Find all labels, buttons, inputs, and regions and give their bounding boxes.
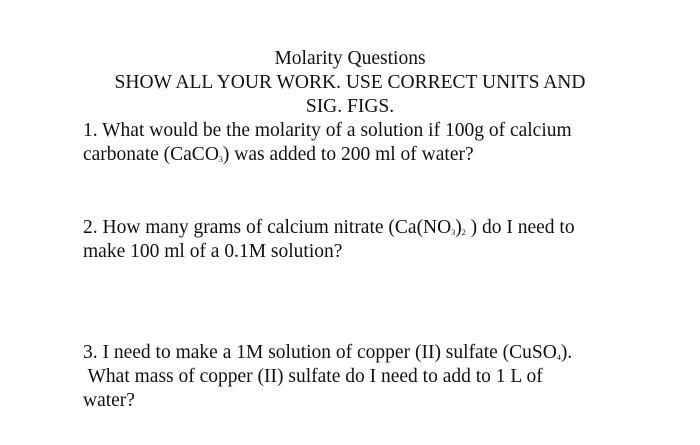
question-3-text-b: ). [560, 342, 573, 363]
question-1-line-2 [83, 143, 474, 167]
question-2-subscript-2: 2 [461, 228, 466, 237]
question-2-text-c: ) do I need to [465, 217, 575, 238]
question-2-subscript-1: 3 [451, 228, 456, 237]
question-2-line-2: make 100 ml of a 0.1M solution? [83, 241, 343, 262]
question-3-line-2: What mass of copper (II) sulfate do I need to add to 1 L of [83, 366, 543, 387]
question-1-subscript: 3 [218, 155, 223, 164]
question-3-line-1 [83, 341, 572, 365]
question-3-line-3: water? [83, 390, 135, 411]
instructions-line-1: SHOW ALL YOUR WORK. USE CORRECT UNITS AND [114, 72, 586, 93]
page-title: Molarity Questions [274, 48, 426, 69]
question-2-text-b: ) [455, 217, 462, 238]
question-1-line-1: 1. What would be the molarity of a solution if 100g of calcium [83, 120, 572, 141]
question-1-text-a: carbonate (CaCO [83, 144, 219, 165]
instructions-line-2: SIG. FIGS. [305, 96, 395, 117]
question-3-subscript: 4 [556, 353, 561, 362]
question-2-line-1 [83, 216, 575, 240]
question-3-text-a: 3. I need to make a 1M solution of copper (II) sulfate (CuSO [83, 342, 557, 363]
question-2-text-a: 2. How many grams of calcium nitrate (Ca(NO [83, 217, 452, 238]
question-1-text-b: ) was added to 200 ml of water? [222, 144, 474, 165]
